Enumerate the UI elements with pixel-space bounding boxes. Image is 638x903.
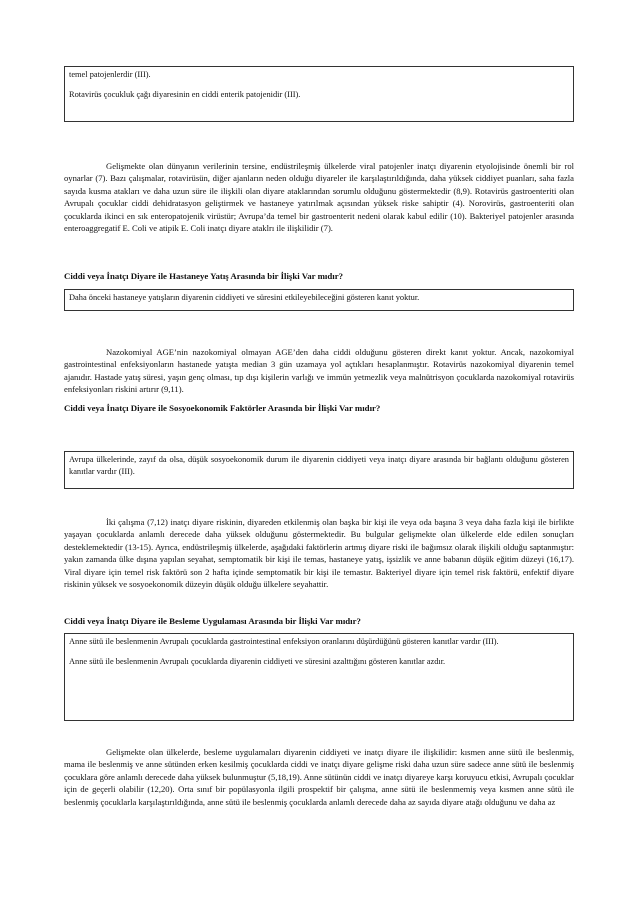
section-heading-feeding: Ciddi veya İnatçı Diyare ile Besleme Uygulaması Arasında bir İlişki Var mıdır? xyxy=(64,616,361,626)
evidence-line: Daha önceki hastaneye yatışların diyarenin ciddiyeti ve süresini etkileyebileceğini gösteren kanıt yoktur. xyxy=(69,293,420,302)
evidence-line: Rotavirüs çocukluk çağı diyaresinin en ciddi enterik patojenidir (III). xyxy=(69,90,301,99)
paragraph-nosocomial xyxy=(64,346,574,396)
evidence-line: temel patojenlerdir (III). xyxy=(69,70,151,79)
evidence-line: Avrupa ülkelerinde, zayıf da olsa, düşük sosyoekonomik durum ile diyarenin ciddiyeti veya inatçı diyare arasında bir bağlantı olduğunu gösteren kanıtlar vardır (III). xyxy=(69,455,569,476)
paragraph-text: İki çalışma (7,12) inatçı diyare riskinin, diyareden etkilenmiş olan başka bir kişi ile veya oda başına 3 veya daha fazla kişi ile birlikte yaşayan çocuklarda anlamlı derecede daha yüksek olduğunu göstermektedir. Bu bulgular gelişmekte olan ülkelerde elde edilen sonuçları desteklemektedir (13-15). Ayrıca, endüstrileşmiş ülkelerde, aşağıdaki faktörlerin artmış diyare riski ile bağımsız olarak ilişkili olduğu saptanmıştır: yakın zamanda ülke dışına yapılan seyahat, semptomatik bir kişi ile temas, hastaneye yatış, işsizlik ve anne babanın düşük eğitim düzeyi (16,17). Viral diyare için temel risk faktörü son 2 hafta içinde semptomatik bir kişi ile temastır. Bakteriyel diyare için temel risk faktörü, enfektif diyare riskinin yüksek ve sosyoekonomik düzeyin düşük olduğu ülkelere seyahattir. xyxy=(64,517,574,590)
section-heading-socioeconomic: Ciddi veya İnatçı Diyare ile Sosyoekonomik Faktörler Arasında bir İlişki Var mıdır? xyxy=(64,403,381,413)
paragraph-text: Gelişmekte olan dünyanın verilerinin tersine, endüstrileşmiş ülkelerde viral patojenler inatçı diyarenin etyolojisinde önemli bir rol oynarlar (7). Bazı çalışmalar, rotavirüsün, diğer ajanların neden olduğu diyareler ile karşılaştırıldığında, daha yüksek ciddiyet puanları, saha fazla sayıda kusma atakları ve daha uzun süre ile ilişkili olan diyare ataklarından sorumlu olduğunu göstermektedir (8,9). Rotavirüs gastroenteriti olan Avrupalı çocuklar ciddi dehidratasyon geliştirmek ve hastaneye yatırılmak açısından yüksek riske sahiptir (4). Norovirüs, gastroenteriti olan çocuklarda ikinci en sık enteropatojenik virüstür; Avrupa’da temel bir gastroenterit nedeni olarak kabul edilir (10). Bakteriyel patojenler arasında enteroaggregatif E. Coli ve atipik E. Coli inatçı diyare ataklrı ile ilişkilidir (7). xyxy=(64,161,574,234)
evidence-line: Anne sütü ile beslenmenin Avrupalı çocuklarda diyarenin ciddiyeti ve süresini azalttığını gösteren kanıtlar azdır. xyxy=(69,657,446,666)
section-heading-hospitalization: Ciddi veya İnatçı Diyare ile Hastaneye Yatış Arasında bir İlişki Var mıdır? xyxy=(64,271,343,281)
paragraph-text: Nazokomiyal AGE’nin nazokomiyal olmayan AGE’den daha ciddi olduğunu gösteren direkt kanıt yoktur. Ancak, nazokomiyal gastrointestinal enfeksiyonların hastanede yatışta median 3 gün uzamaya yol açtıkları hesaplanmıştır. Rotavirüs nazokomiyal diyarenin temel ajanıdır. Hastade yatış süresi, yaşın genç olması, tıp dışı kişilerin varlığı ve immün yetmezlik veya malnütrisyon çocuklarda nazokomiyal rotavirüs enfeksiyonları riskini artırır (9,11). xyxy=(64,347,574,395)
paragraph-text: Gelişmekte olan ülkelerde, besleme uygulamaları diyarenin ciddiyeti ve inatçı diyare ile ilişkilidir: kısmen anne sütü ile beslenmiş, mama ile beslenmiş ve anne sütünden erken kesilmiş çocuklarda ciddi ve inatçı diyare gelişme riski daha uzun süre sadece anne sütü ile beslenmiş çocuklara göre anlamlı derecede daha yüksek bulunmuştur (5,18,19). Anne sütünün ciddi ve inatçı diyareye karşı koruyucu etkisi, Avrupalı çocuklar için de geçerli olabilir (12,20). Orta sınıf bir popülasyonla ilgili prospektif bir çalışma, anne sütü ile beslenmemiş veya kısmen anne sütü ile beslenmiş çocuklarla karşılaştırıldığında, anne sütü ile beslenmiş çocuklarda anlamlı derecede daha az sayıda diyare atağı olduğunu ve daha az xyxy=(64,747,574,807)
evidence-box-feeding xyxy=(64,633,574,721)
paragraph-breastfeeding xyxy=(64,746,574,808)
evidence-box-socioeconomic xyxy=(64,451,574,489)
evidence-box-viral xyxy=(64,66,574,122)
evidence-line: Anne sütü ile beslenmenin Avrupalı çocuklarda gastrointestinal enfeksiyon oranlarını düşürdüğünü gösteren kanıtlar vardır (III). xyxy=(69,637,499,646)
paragraph-viral-pathogens xyxy=(64,160,574,234)
evidence-box-hospitalization xyxy=(64,289,574,311)
paragraph-risk-factors xyxy=(64,516,574,590)
